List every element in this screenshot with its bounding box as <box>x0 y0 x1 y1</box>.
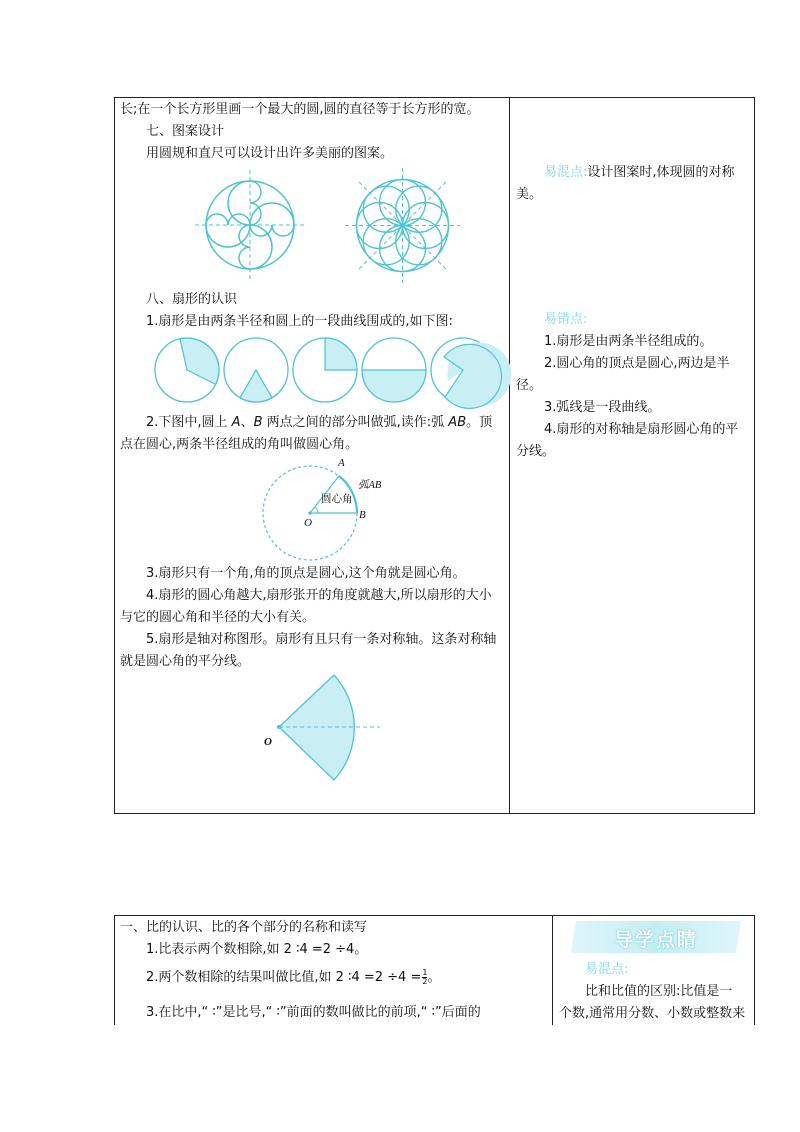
banner-title: 导学点睛 <box>613 929 698 951</box>
label-central-angle: 圆心角 <box>321 493 353 505</box>
guide-banner <box>571 921 741 953</box>
mistake-item: 4.扇形的对称轴是扇形圆心角的平 <box>544 422 739 437</box>
sector-size-line2: 与它的圆心角和半径的大小有关。 <box>120 610 316 625</box>
mistake-item: 径。 <box>516 378 543 393</box>
intro-line: 长;在一个长方形里画一个最大的圆,圆的直径等于长方形的宽。 <box>120 102 480 117</box>
column-divider <box>552 916 553 1025</box>
sector-symmetry-line2: 就是圆心角的平分线。 <box>120 654 251 669</box>
ratio-point-1: 1.比表示两个数相除,如 2 ∶4 =2 ÷4。 <box>146 942 368 957</box>
label-point-B: B <box>359 509 366 521</box>
sidebar2-line1: 比和比值的区别:比值是一 <box>585 984 733 999</box>
mistake-item: 2.圆心角的顶点是圆心,两边是半 <box>544 356 730 371</box>
sidebar-confuse-line1: 易混点:设计图案时,体现圆的对称 <box>544 165 735 180</box>
mistake-item: 分线。 <box>516 444 556 459</box>
mistake-item: 3.弧线是一段曲线。 <box>544 400 661 415</box>
label-point-A: A <box>338 457 345 469</box>
ratio-heading: 一、比的认识、比的各个部分的名称和读写 <box>120 920 368 935</box>
sector-size-line1: 4.扇形的圆心角越大,扇形张开的角度就越大,所以扇形的大小 <box>146 588 492 603</box>
mistake-item: 1.扇形是由两条半径组成的。 <box>544 334 713 349</box>
large-sector-figure <box>260 670 390 785</box>
sidebar2-confuse-label: 易混点: <box>585 962 629 977</box>
sector-symmetry-line1: 5.扇形是轴对称图形。扇形有且只有一条对称轴。这条对称轴 <box>146 632 497 647</box>
ratio-point-3: 3.在比中,“ ∶”是比号,“ ∶”前面的数叫做比的前项,“ ∶”后面的 <box>146 1005 481 1020</box>
heading-sector: 八、扇形的认识 <box>146 292 238 307</box>
mistake-label: 易错点: <box>544 312 588 327</box>
sector-center-label: O <box>264 736 272 748</box>
label-center-O: O <box>304 517 312 529</box>
sector-examples-row <box>154 336 494 404</box>
sidebar-confuse-line2: 美。 <box>516 187 543 202</box>
sector-angle-text: 3.扇形只有一个角,角的顶点是圆心,这个角就是圆心角。 <box>146 566 466 581</box>
arc-definition-line1: 2.下图中,圆上 A、B 两点之间的部分叫做弧,读作:弧 AB。顶 <box>146 415 493 430</box>
arc-definition-line2: 点在圆心,两条半径组成的角叫做圆心角。 <box>120 437 359 452</box>
confuse-label: 易混点: <box>544 165 588 180</box>
label-arc-AB: 弧AB <box>358 480 382 491</box>
pattern-design-text: 用圆规和直尺可以设计出许多美丽的图案。 <box>146 146 394 161</box>
heading-pattern-design: 七、图案设计 <box>146 124 225 139</box>
pinwheel-pattern-figure <box>195 170 305 280</box>
ratio-point-2: 2.两个数相除的结果叫做比值,如 2 ∶4 =2 ÷4 = $\frac{1}{2}$ 。 <box>146 968 441 986</box>
arc-angle-diagram <box>260 455 400 565</box>
flower-pattern-figure <box>345 168 460 283</box>
fraction-one-half: $\frac{1}{2}$ <box>422 968 428 986</box>
sidebar2-line2: 个数,通常用分数、小数或整数来 <box>559 1006 746 1021</box>
sector-definition: 1.扇形是由两条半径和圆上的一段曲线围成的,如下图: <box>146 314 453 329</box>
column-divider <box>509 98 510 813</box>
